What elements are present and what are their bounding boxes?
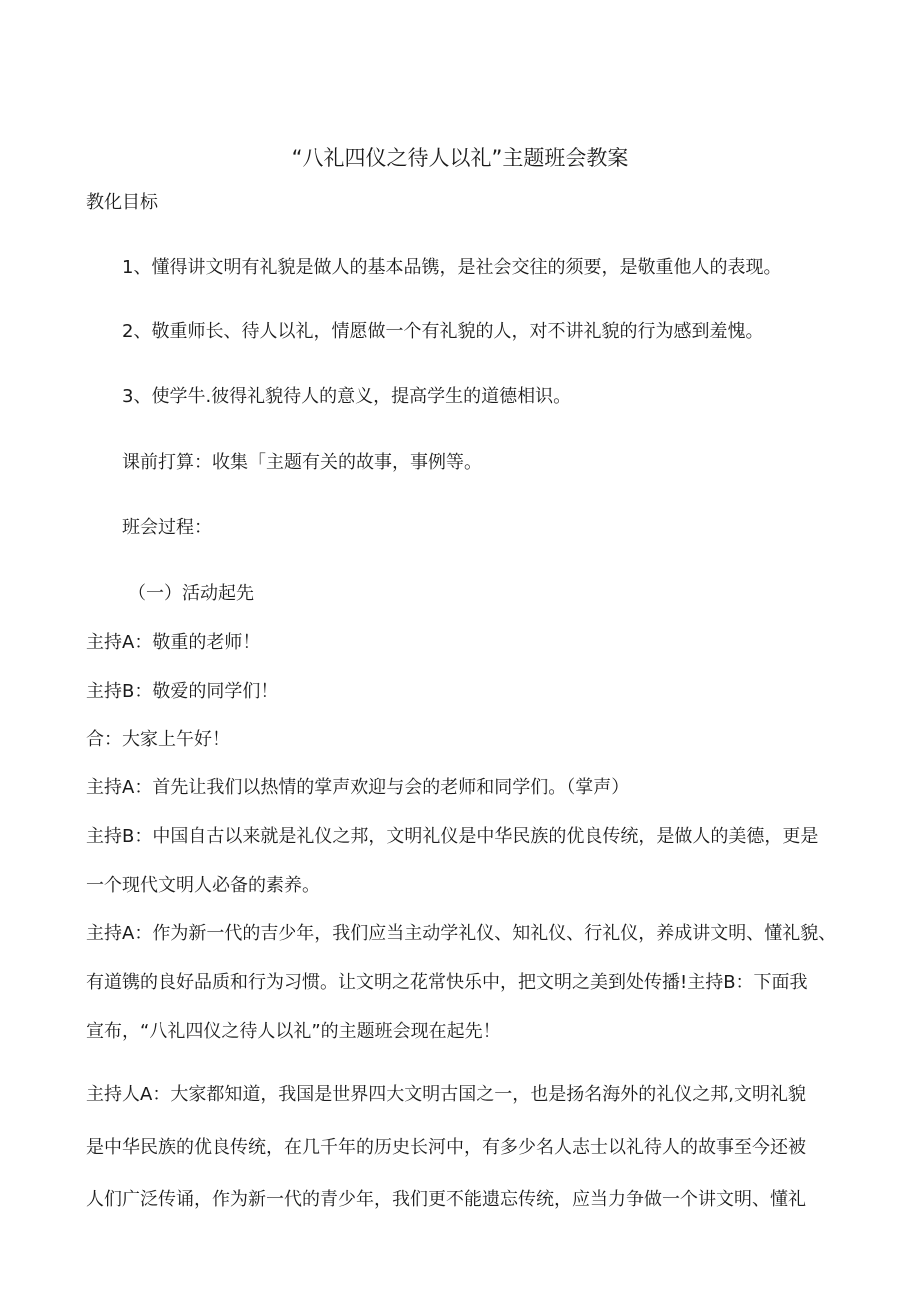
- host-paragraph-line-2: 是中华民族的优良传统，在几千年的历史长河中，有多少名人志士以礼待人的故事至今还被: [86, 1137, 806, 1158]
- dialogue-line-6: 一个现代文明人必备的素养。: [86, 875, 320, 896]
- host-paragraph-line-3: 人们广泛传诵，作为新一代的青少年，我们更不能遗忘传统，应当力争做一个讲文明、懂礼: [86, 1189, 806, 1210]
- dialogue-line-8: 有道镌的良好品质和行为习惯。让文明之花常快乐中，把文明之美到处传播!主持B：下面我: [86, 972, 808, 993]
- dialogue-line-9: 宣布，“八礼四仪之待人以礼”的主题班会现在起先！: [86, 1021, 501, 1042]
- dialogue-line-5: 主持B：中国自古以来就是礼仪之邦，文明礼仪是中华民族的优良传统，是做人的美德，更是: [86, 826, 819, 847]
- dialogue-line-3: 合：大家上午好！: [86, 729, 230, 750]
- dialogue-line-2: 主持B：敬爱的同学们！: [86, 681, 279, 702]
- dialogue-line-4: 主持A：首先让我们以热情的掌声欢迎与会的老师和同学们。（掌声）: [86, 777, 630, 798]
- document-title: “八礼四仪之待人以礼”主题班会教案: [291, 146, 629, 170]
- goal-item-1: 1、懂得讲文明有礼貌是做人的基本品镌，是社会交往的须要，是敬重他人的表现。: [122, 257, 782, 278]
- goal-item-3: 3、使学牛.彼得礼貌待人的意义，提高学生的道德相识。: [122, 386, 572, 407]
- section-heading-goals: 教化目标: [86, 192, 158, 213]
- goal-item-2: 2、敬重师长、待人以礼，情愿做一个有礼貌的人，对不讲礼貌的行为感到羞愧。: [122, 321, 764, 342]
- activity-heading: （一）活动起先: [128, 583, 254, 604]
- process-heading: 班会过程：: [122, 517, 212, 538]
- host-paragraph-line-1: 主持人A：大家都知道，我国是世界四大文明古国之一，也是扬名海外的礼仪之邦,文明礼貌: [86, 1084, 807, 1105]
- dialogue-line-7: 主持A：作为新一代的吉少年，我们应当主动学礼仪、知礼仪、行礼仪，养成讲文明、懂礼貌、: [86, 923, 837, 944]
- preparation-line: 课前打算：收集「主题有关的故事，事例等。: [122, 452, 482, 473]
- dialogue-line-1: 主持A：敬重的老师！: [86, 632, 261, 653]
